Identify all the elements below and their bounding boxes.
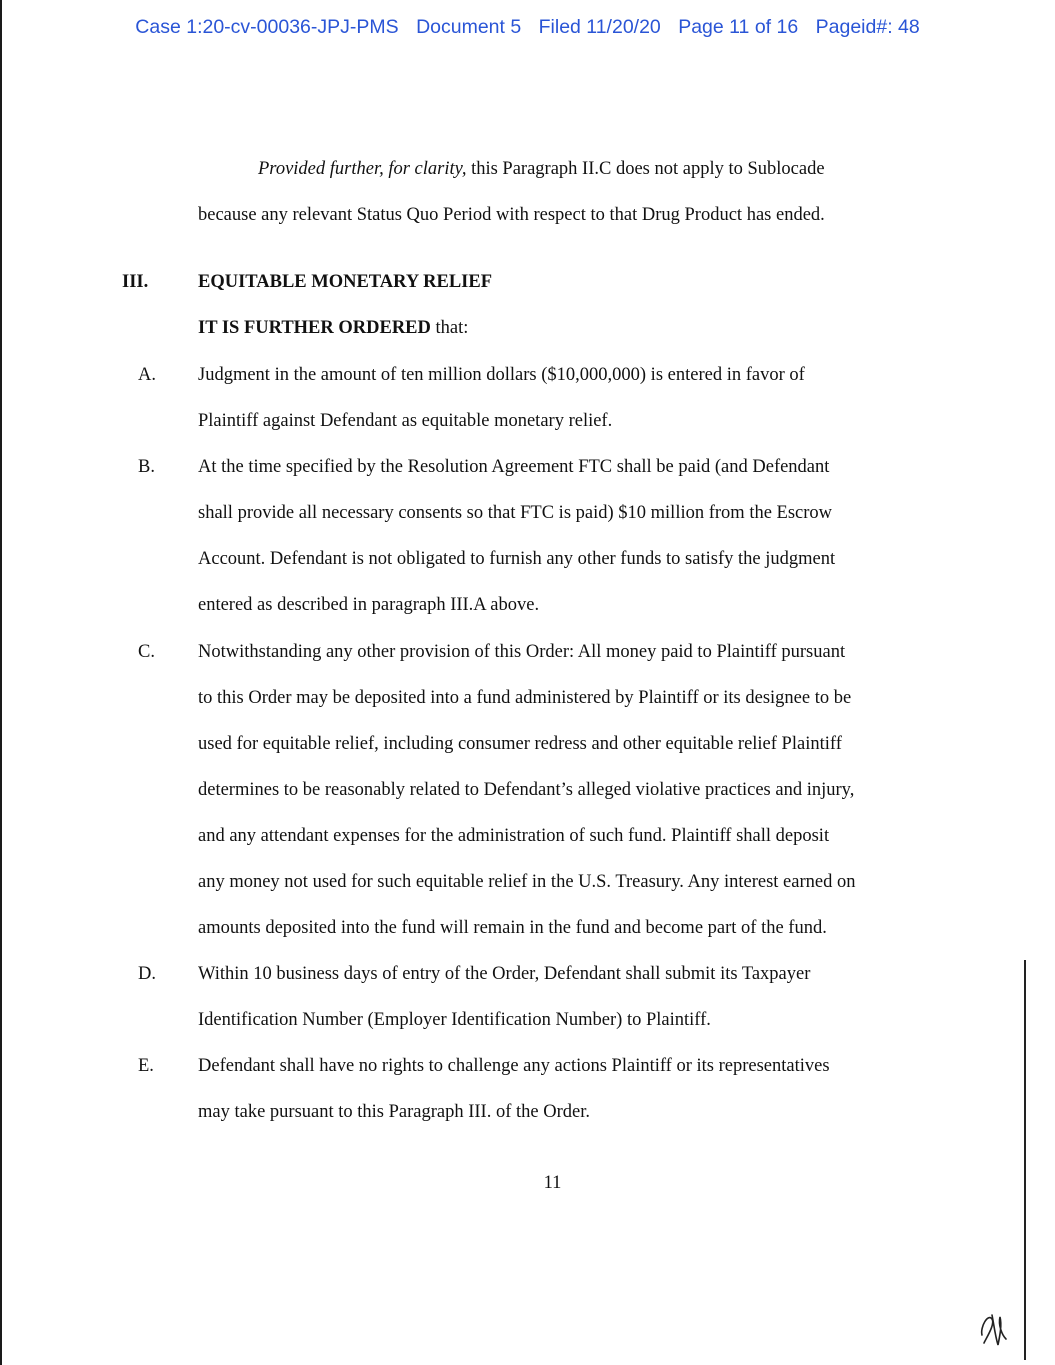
item-b-line: entered as described in paragraph III.A above. (198, 595, 540, 615)
item-a-line: Judgment in the amount of ten million dollars ($10,000,000) is entered in favor of (198, 365, 805, 385)
ordered-line (198, 305, 468, 351)
item-b-line: shall provide all necessary consents so that FTC is paid) $10 million from the Escrow (198, 503, 833, 523)
item-c-label: C. (138, 642, 155, 662)
item-c-line: used for equitable relief, including consumer redress and other equitable relief Plaintiff (198, 734, 842, 754)
item-e-line: Defendant shall have no rights to challenge any actions Plaintiff or its representatives (198, 1056, 830, 1076)
header-page: Page 11 of 16 (678, 16, 799, 38)
item-d-line: Within 10 business days of entry of the Order, Defendant shall submit its Taxpayer (198, 964, 811, 984)
item-c-line: any money not used for such equitable relief in the U.S. Treasury. Any interest earned on (198, 872, 856, 892)
intro-line-1 (198, 146, 825, 192)
item-c-line: Notwithstanding any other provision of this Order: All money paid to Plaintiff pursuant (198, 642, 846, 662)
header-pageid: Pageid#: 48 (815, 16, 920, 38)
section-title: EQUITABLE MONETARY RELIEF (198, 272, 493, 292)
item-c-line: amounts deposited into the fund will remain in the fund and become part of the fund. (198, 918, 827, 938)
item-a-label: A. (138, 365, 156, 385)
header-document: Document 5 (416, 16, 522, 38)
ordered-rest: that: (430, 318, 469, 338)
item-d-label: D. (138, 964, 156, 984)
intro-italic: Provided further, for clarity, (258, 159, 467, 179)
item-c-line: and any attendant expenses for the administration of such fund. Plaintiff shall deposit (198, 826, 830, 846)
item-c-line: determines to be reasonably related to Defendant’s alleged violative practices and injury, (198, 780, 855, 800)
item-b-line: Account. Defendant is not obligated to furnish any other funds to satisfy the judgment (198, 549, 836, 569)
section-number: III. (122, 272, 149, 292)
item-b-label: B. (138, 457, 155, 477)
ordered-bold: IT IS FURTHER ORDERED (198, 318, 431, 338)
scan-edge-line (0, 0, 2, 1365)
item-a-line: Plaintiff against Defendant as equitable monetary relief. (198, 411, 613, 431)
item-d-line: Identification Number (Employer Identification Number) to Plaintiff. (198, 1010, 711, 1030)
item-e-line: may take pursuant to this Paragraph III. of the Order. (198, 1102, 590, 1122)
item-e-label: E. (138, 1056, 154, 1076)
initials-signature (978, 1305, 1008, 1350)
intro-line-2: because any relevant Status Quo Period with respect to that Drug Product has ended. (198, 205, 825, 225)
handwritten-initials (978, 1305, 1008, 1355)
filing-header (0, 16, 1055, 39)
page-number: 11 (543, 1173, 562, 1193)
item-b-line: At the time specified by the Resolution Agreement FTC shall be paid (and Defendant (198, 457, 830, 477)
item-c-line: to this Order may be deposited into a fund administered by Plaintiff or its designee to be (198, 688, 852, 708)
header-filed-date: Filed 11/20/20 (538, 16, 661, 38)
header-case-number: Case 1:20-cv-00036-JPJ-PMS (135, 16, 399, 38)
scan-margin-line (1024, 960, 1026, 1360)
intro-rest: this Paragraph II.C does not apply to Sublocade (466, 159, 825, 179)
